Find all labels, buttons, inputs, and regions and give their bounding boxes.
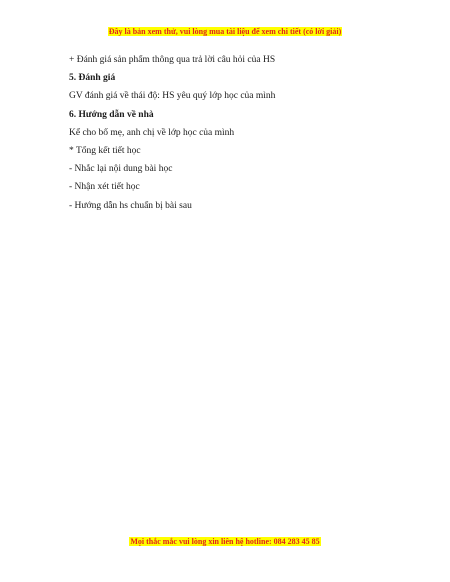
section-heading-homework: 6. Hướng dẫn về nhà xyxy=(69,109,154,120)
body-line-tell-parents: Kể cho bố mẹ, anh chị về lớp học của mình xyxy=(69,127,235,138)
hotline-text: Mọi thắc mắc vui lòng xin liên hệ hotline: 084 283 45 85 xyxy=(130,537,320,546)
preview-notice-text: Đây là bản xem thử, vui lòng mua tài liệu để xem chi tiết (có lời giải) xyxy=(108,27,342,36)
body-line-assess-product: + Đánh giá sản phẩm thông qua trả lời câu hỏi của HS xyxy=(69,55,276,65)
body-line-next-lesson: - Hướng dẫn hs chuẩn bị bài sau xyxy=(69,200,192,211)
hotline-banner xyxy=(0,536,450,547)
document-body xyxy=(69,54,389,218)
body-line-recap: - Nhắc lại nội dung bài học xyxy=(69,164,173,175)
body-line-lesson-summary: * Tổng kết tiết học xyxy=(69,145,141,156)
body-line-attitude: GV đánh giá về thái độ: HS yêu quý lớp học của mình xyxy=(69,91,276,102)
body-line-review: - Nhận xét tiết học xyxy=(69,182,140,193)
section-heading-evaluation: 5. Đánh giá xyxy=(69,73,116,84)
preview-notice-banner xyxy=(0,26,450,37)
